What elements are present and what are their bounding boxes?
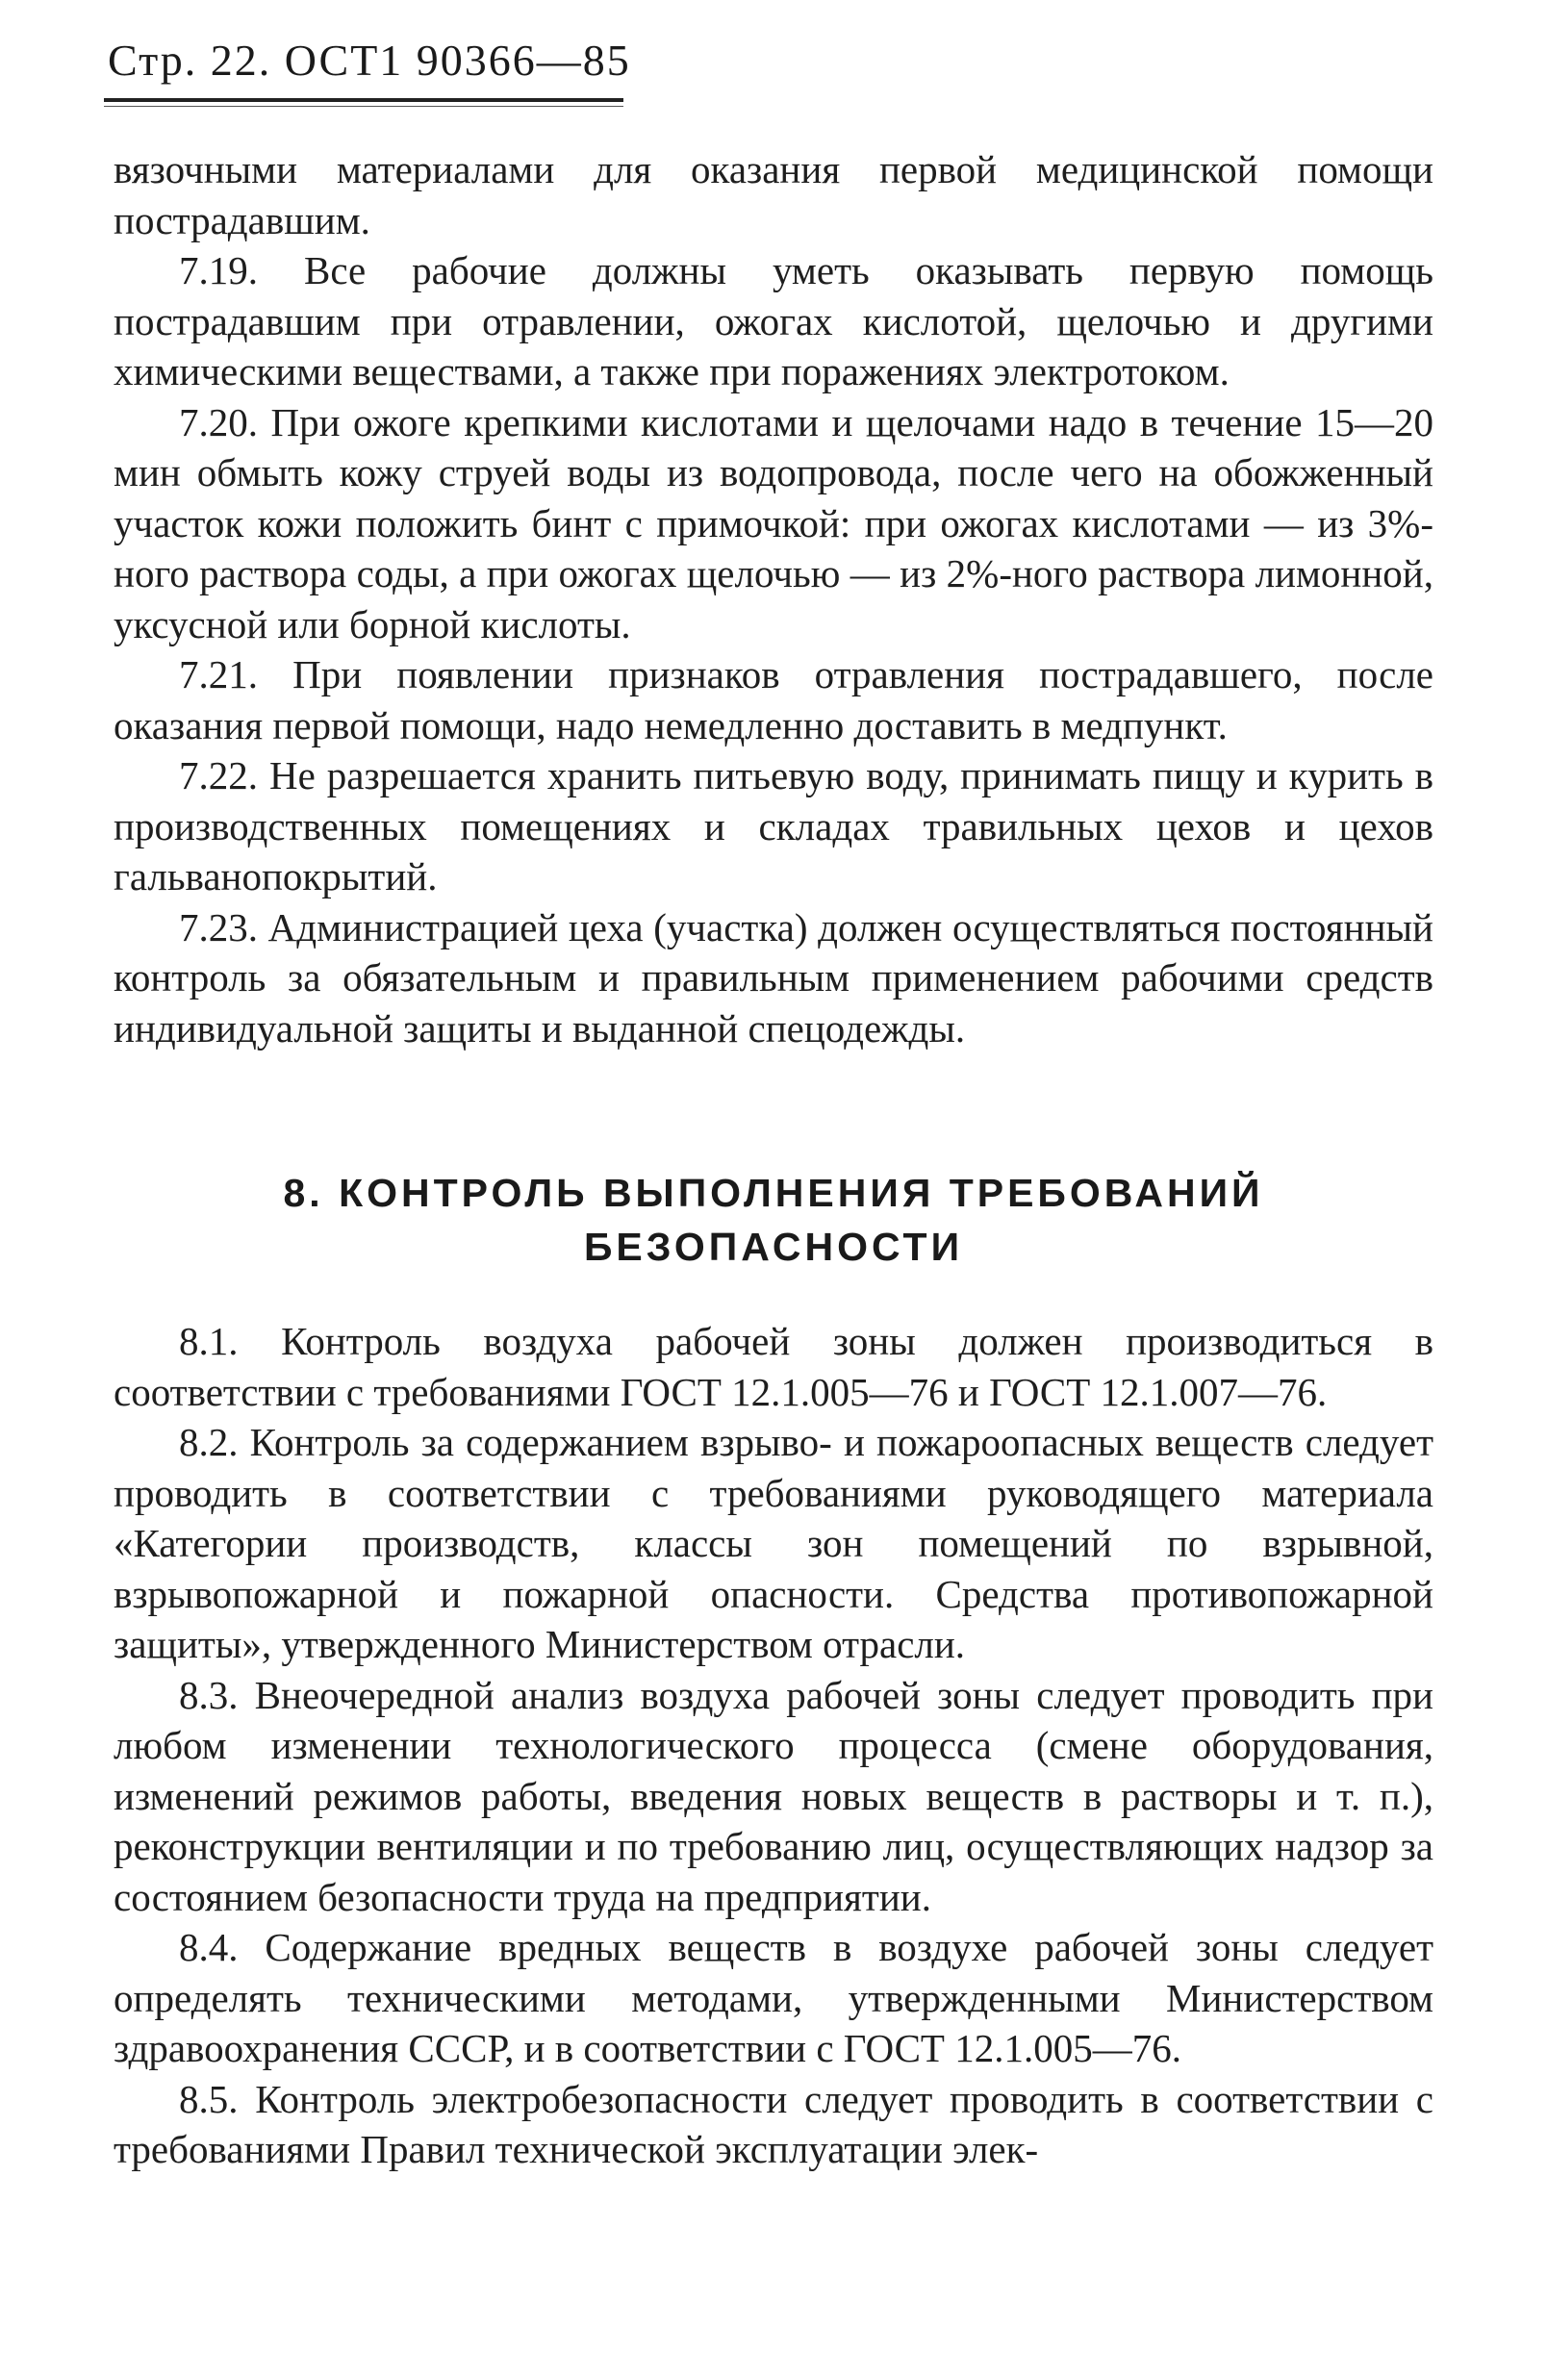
paragraph-7-23: 7.23. Администрацией цеха (участка) должен осуществляться постоянный контроль за обязательным и правильным применением рабочими средств индивидуальной защиты и выданной спецодежды.: [114, 904, 1433, 1051]
paragraph-7-20: 7.20. При ожоге крепкими кислотами и щелочами надо в течение 15—20 мин обмыть кожу струей воды из водопровода, после чего на обожженный участок кожи положить бинт с примочкой: при ожогах кислотами — из 3%-ного раствора соды, а при ожогах щелочью — из 2%-ного раствора лимонной, уксусной или борной кислоты.: [114, 399, 1433, 646]
section-title-line-1: 8. КОНТРОЛЬ ВЫПОЛНЕНИЯ ТРЕБОВАНИЙ: [283, 1171, 1264, 1215]
paragraph-8-2: 8.2. Контроль за содержанием взрыво- и пожароопасных веществ следует проводить в соответствии с требованиями руководящего материала «Категории производств, классы зон помещений по взрывной, взрывопожарной и пожарной опасности. Средства противопожарной защиты», утвержденного Министерством отрасли.: [114, 1420, 1433, 1666]
paragraph-7-19: 7.19. Все рабочие должны уметь оказывать первую помощь пострадавшим при отравлении, ожогах кислотой, щелочью и другими химическими веществами, а также при поражениях электротоком.: [114, 248, 1433, 393]
section-title-line-2: БЕЗОПАСНОСТИ: [583, 1225, 964, 1269]
paragraph-7-21: 7.21. При появлении признаков отравления пострадавшего, после оказания первой помощи, надо немедленно доставить в медпункт.: [114, 652, 1433, 747]
text-block-after: [114, 1316, 1433, 2175]
paragraph-8-4: 8.4. Содержание вредных веществ в воздухе рабочей зоны следует определять техническими методами, утвержденными Министерством здравоохранения СССР, и в соответствии с ГОСТ 12.1.005—76.: [114, 1925, 1433, 2070]
header-rule: [104, 98, 623, 102]
paragraph-7-22: 7.22. Не разрешается хранить питьевую воду, принимать пищу и курить в производственных помещениях и складах травильных цехов и цехов гальванопокрытий.: [114, 753, 1433, 899]
paragraph-8-5: 8.5. Контроль электробезопасности следует проводить в соответствии с требованиями Правил технической эксплуатации элек-: [114, 2076, 1433, 2171]
paragraph-8-3: 8.3. Внеочередной анализ воздуха рабочей зоны следует проводить при любом изменении технологического процесса (смене оборудования, изменений режимов работы, введения новых веществ в растворы и т. п.), реконструкции вентиляции и по требованию лиц, осуществляющих надзор за состоянием безопасности труда на предприятии.: [114, 1672, 1433, 1919]
paragraph-continuation: вязочными материалами для оказания первой медицинской помощи пострадавшим.: [114, 147, 1433, 242]
text-block-before: [114, 144, 1433, 1053]
paragraph-8-1: 8.1. Контроль воздуха рабочей зоны должен производиться в соответствии с требованиями ГОСТ 12.1.005—76 и ГОСТ 12.1.007—76.: [114, 1319, 1433, 1414]
header-rule-thin: [104, 106, 623, 107]
running-head: Стр. 22. ОСТ1 90366—85: [108, 36, 631, 85]
section-8-title: [114, 1166, 1433, 1274]
